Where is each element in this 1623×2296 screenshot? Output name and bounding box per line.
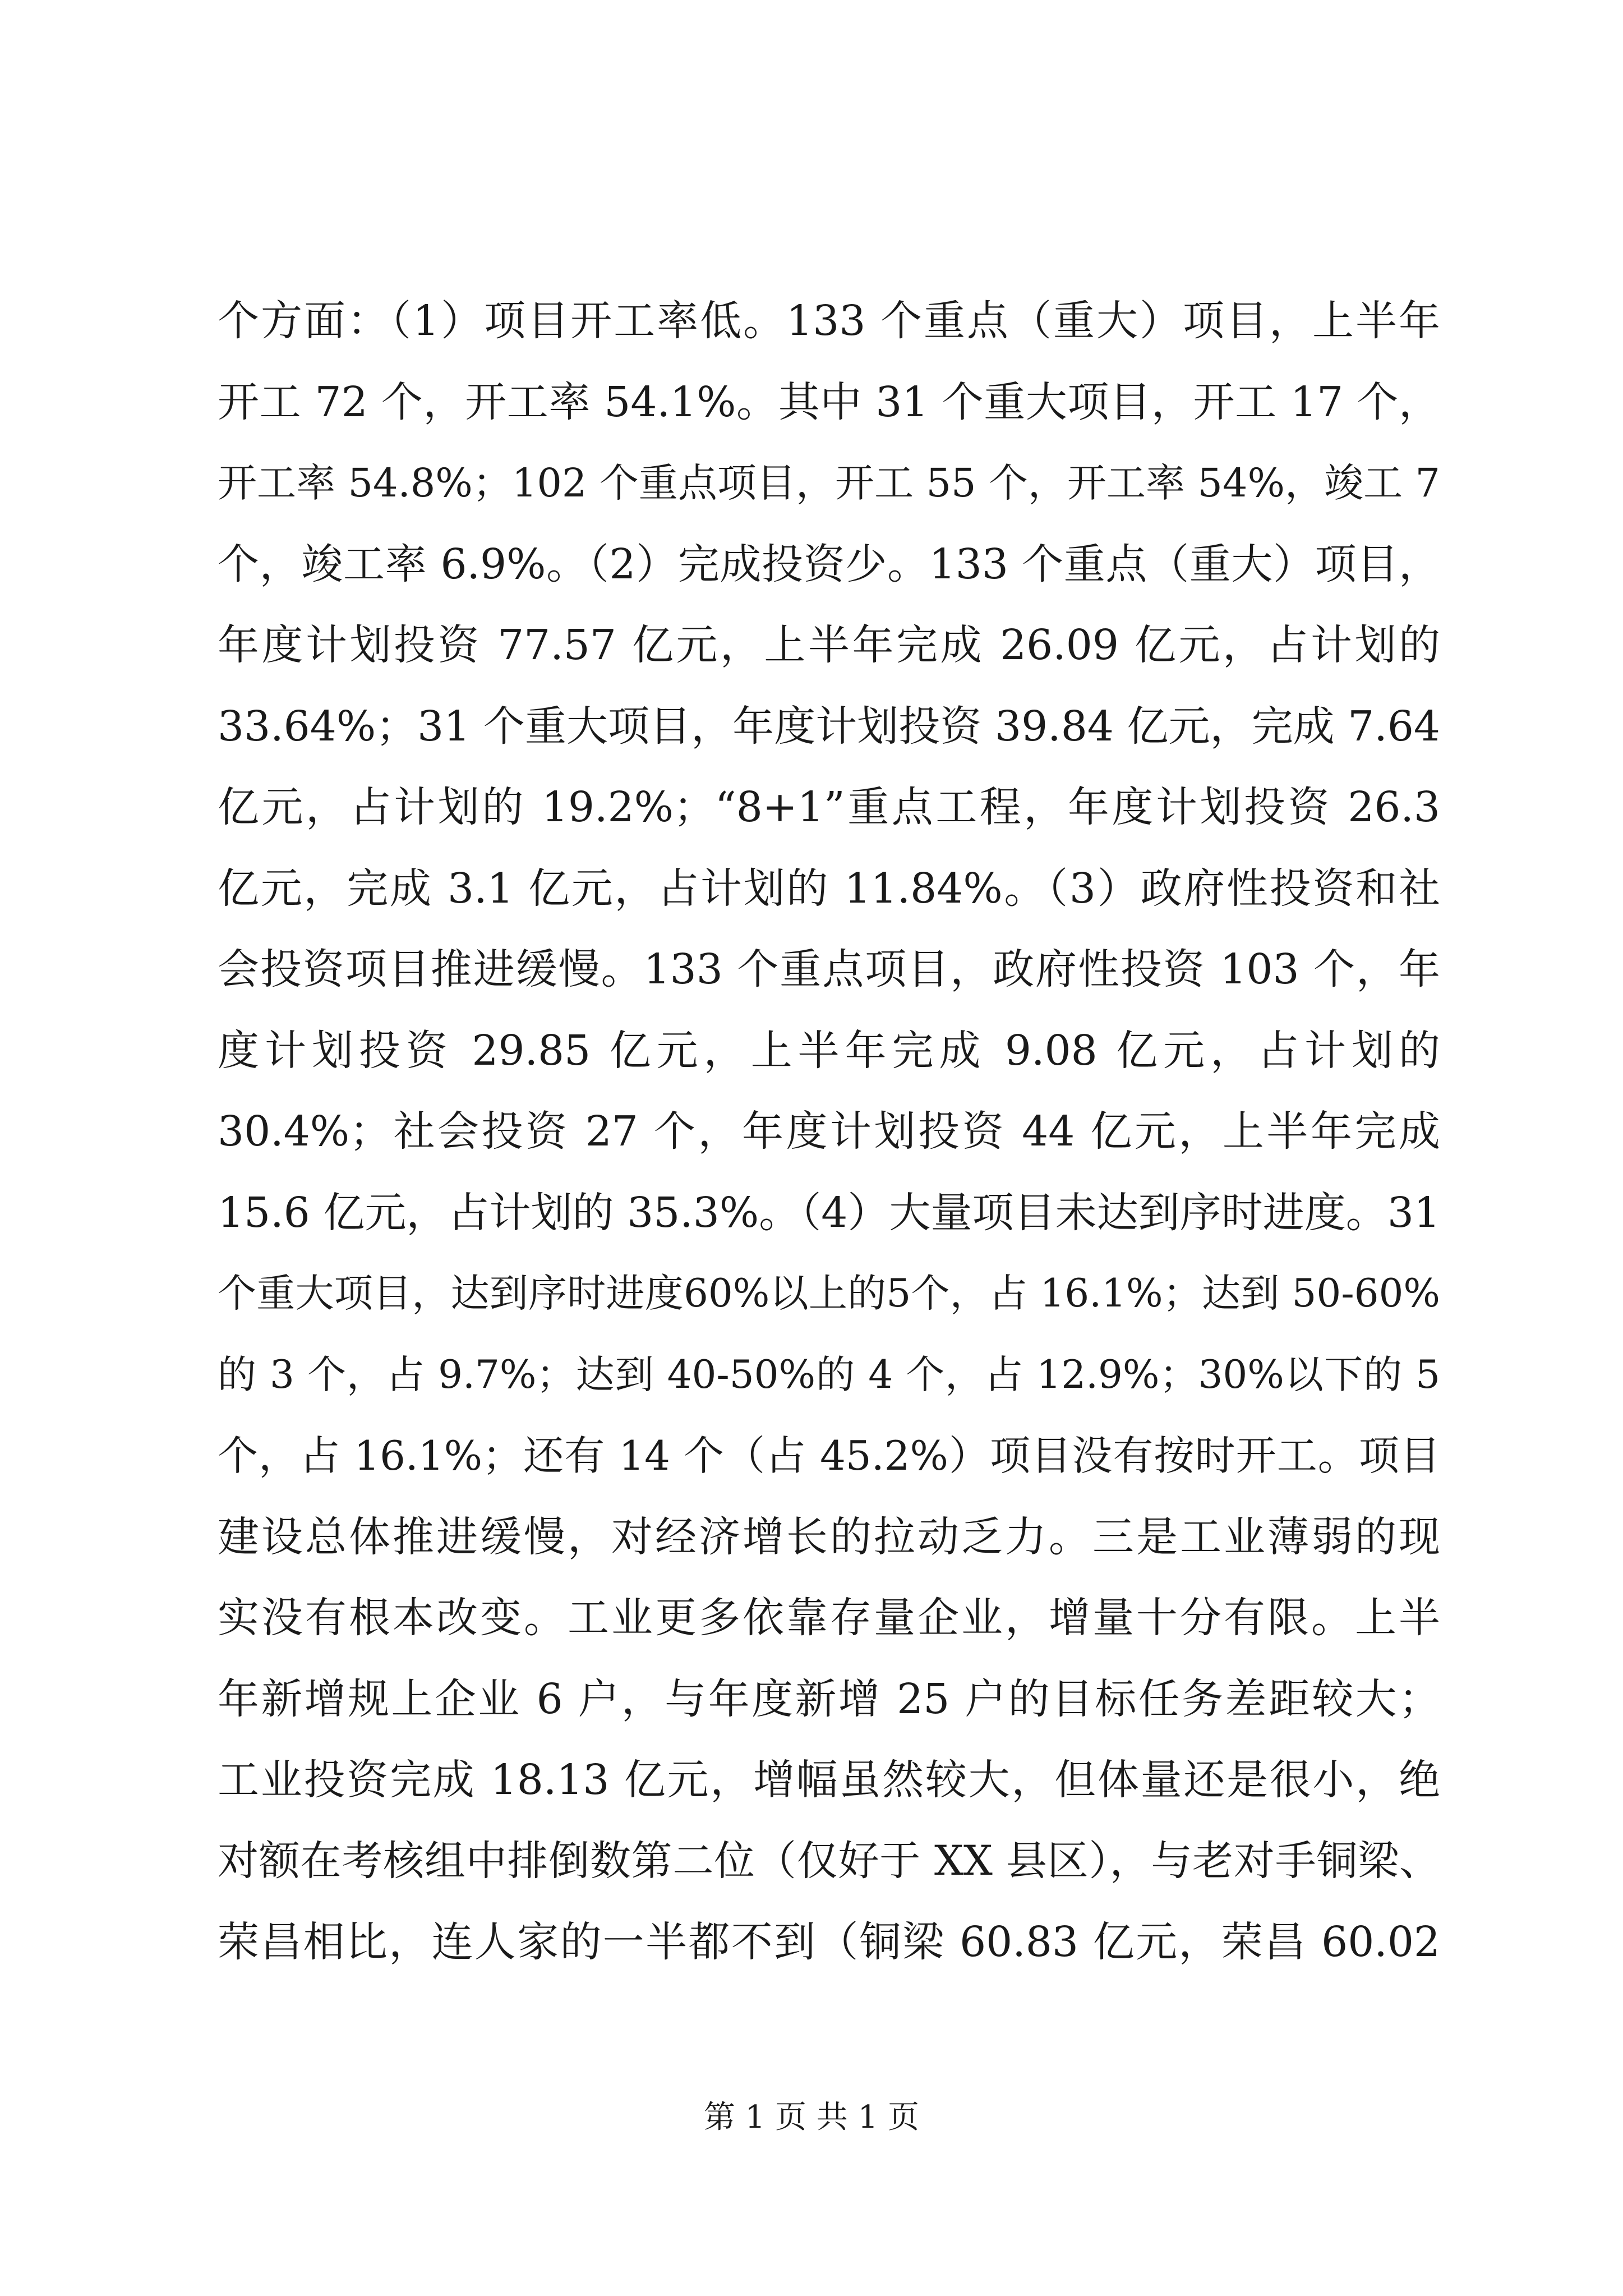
text-line: 个重大项目，达到序时进度60%以上的5个，占 16.1%；达到 50-60% [218,1271,1440,1316]
text-line: 33.64%；31 个重大项目，年度计划投资 39.84 亿元，完成 7.64 [218,702,1440,751]
text-line: 工业投资完成 18.13 亿元，增幅虽然较大，但体量还是很小，绝 [218,1756,1440,1804]
text-line: 的 3 个，占 9.7%；达到 40-50%的 4 个，占 12.9%；30%以下的 5 [218,1352,1440,1397]
text-line: 个，竣工率 6.9%。（2）完成投资少。133 个重点（重大）项目， [218,540,1440,588]
text-line: 亿元，完成 3.1 亿元，占计划的 11.84%。（3）政府性投资和社 [218,864,1440,913]
text-line: 30.4%；社会投资 27 个，年度计划投资 44 亿元，上半年完成 [218,1107,1440,1156]
text-line: 个，占 16.1%；还有 14 个（占 45.2%）项目没有按时开工。项目 [218,1432,1440,1479]
text-line: 开工率 54.8%；102 个重点项目，开工 55 个，开工率 54%，竣工 7 [218,460,1440,506]
text-line: 亿元，占计划的 19.2%；“8+1”重点工程，年度计划投资 26.3 [218,783,1440,831]
text-line: 实没有根本改变。工业更多依靠存量企业，增量十分有限。上半 [218,1594,1440,1642]
text-line: 会投资项目推进缓慢。133 个重点项目，政府性投资 103 个，年 [218,945,1440,993]
text-line: 15.6 亿元，占计划的 35.3%。（4）大量项目未达到序时进度。31 [218,1188,1440,1237]
page-footer: 第 1 页 共 1 页 [703,2099,920,2136]
text-line: 个方面：（1）项目开工率低。133 个重点（重大）项目，上半年 [218,297,1440,345]
text-line: 对额在考核组中排倒数第二位（仅好于 XX 县区），与老对手铜梁、 [218,1837,1440,1885]
text-line: 度计划投资 29.85 亿元，上半年完成 9.08 亿元，占计划的 [218,1026,1440,1075]
text-line: 开工 72 个，开工率 54.1%。其中 31 个重大项目，开工 17 个， [218,378,1440,426]
text-line: 荣昌相比，连人家的一半都不到（铜梁 60.83 亿元，荣昌 60.02 [218,1918,1440,1966]
body-text [218,280,1440,1983]
text-line: 年度计划投资 77.57 亿元，上半年完成 26.09 亿元，占计划的 [218,621,1440,669]
text-line: 建设总体推进缓慢，对经济增长的拉动乏力。三是工业薄弱的现 [218,1512,1440,1561]
text-line: 年新增规上企业 6 户，与年度新增 25 户的目标任务差距较大； [218,1674,1440,1723]
